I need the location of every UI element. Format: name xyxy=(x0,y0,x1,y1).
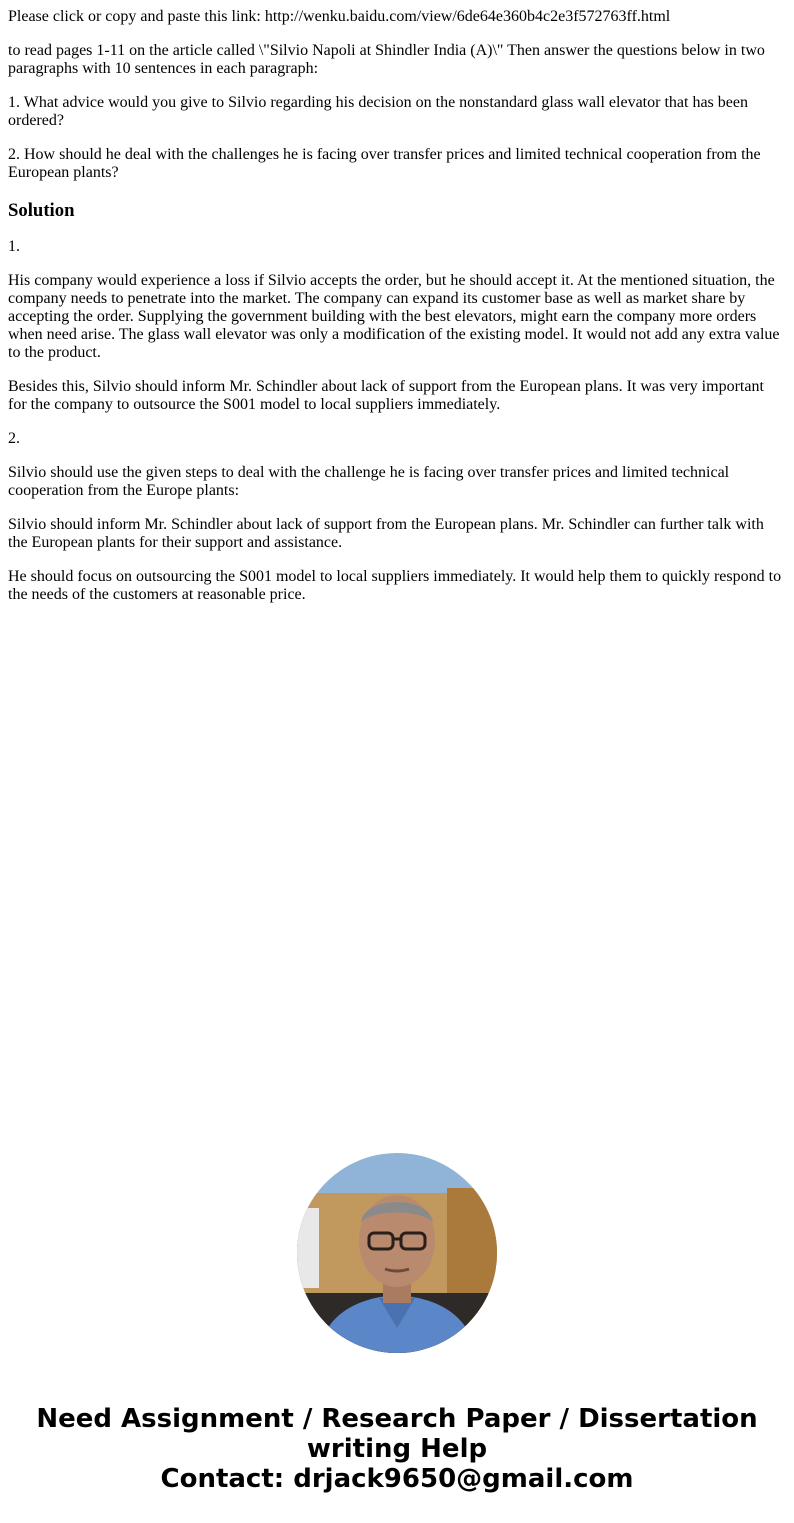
solution-part2-paragraph-2: Silvio should inform Mr. Schindler about lack of support from the European plans. Mr. Schindler can further talk with the European plants for their support and assistance. xyxy=(8,516,764,551)
question-1: 1. What advice would you give to Silvio regarding his decision on the nonstandard glass wall elevator that has been ordered? xyxy=(8,94,748,129)
solution-heading: Solution xyxy=(8,200,75,221)
avatar xyxy=(297,1153,497,1353)
solution-part2-paragraph-1: Silvio should use the given steps to deal with the challenge he is facing over transfer prices and limited technical cooperation from the Europe plants: xyxy=(8,464,730,499)
promo-line-1: Need Assignment / Research Paper / Dissertation xyxy=(36,1404,758,1434)
question-instructions: to read pages 1-11 on the article called \"Silvio Napoli at Shindler India (A)\" Then answer the questions below in two paragraphs with 10 sentences in each paragraph: xyxy=(8,42,765,77)
solution-part1-paragraph-2: Besides this, Silvio should inform Mr. Schindler about lack of support from the European plans. It was very important for the company to outsource the S001 model to local suppliers immediately. xyxy=(8,378,764,413)
promo-line-2: writing Help xyxy=(306,1434,488,1464)
solution-part1-paragraph-1: His company would experience a loss if Silvio accepts the order, but he should accept it. At the mentioned situation, the company needs to penetrate into the market. The company can expand its customer base as well as market share by accepting the order. Supplying the government building with the best elevators, might earn the company more orders when need arise. The glass wall elevator was only a modification of the existing model. It would not add any extra value to the product. xyxy=(8,272,780,361)
contact-promo xyxy=(0,1404,794,1494)
promo-contact-email[interactable]: Contact: drjack9650@gmail.com xyxy=(160,1464,634,1494)
solution-part1-number: 1. xyxy=(8,238,20,255)
question-2: 2. How should he deal with the challenges he is facing over transfer prices and limited technical cooperation from the European plants? xyxy=(8,146,761,181)
question-link-text[interactable]: Please click or copy and paste this link: http://wenku.baidu.com/view/6de64e360b4c2e3f572763ff.html xyxy=(8,8,671,25)
solution-part2-paragraph-3: He should focus on outsourcing the S001 model to local suppliers immediately. It would help them to quickly respond to the needs of the customers at reasonable price. xyxy=(8,568,782,603)
solution-part2-number: 2. xyxy=(8,430,20,447)
person-photo-icon xyxy=(297,1153,497,1353)
document-body xyxy=(8,8,786,620)
